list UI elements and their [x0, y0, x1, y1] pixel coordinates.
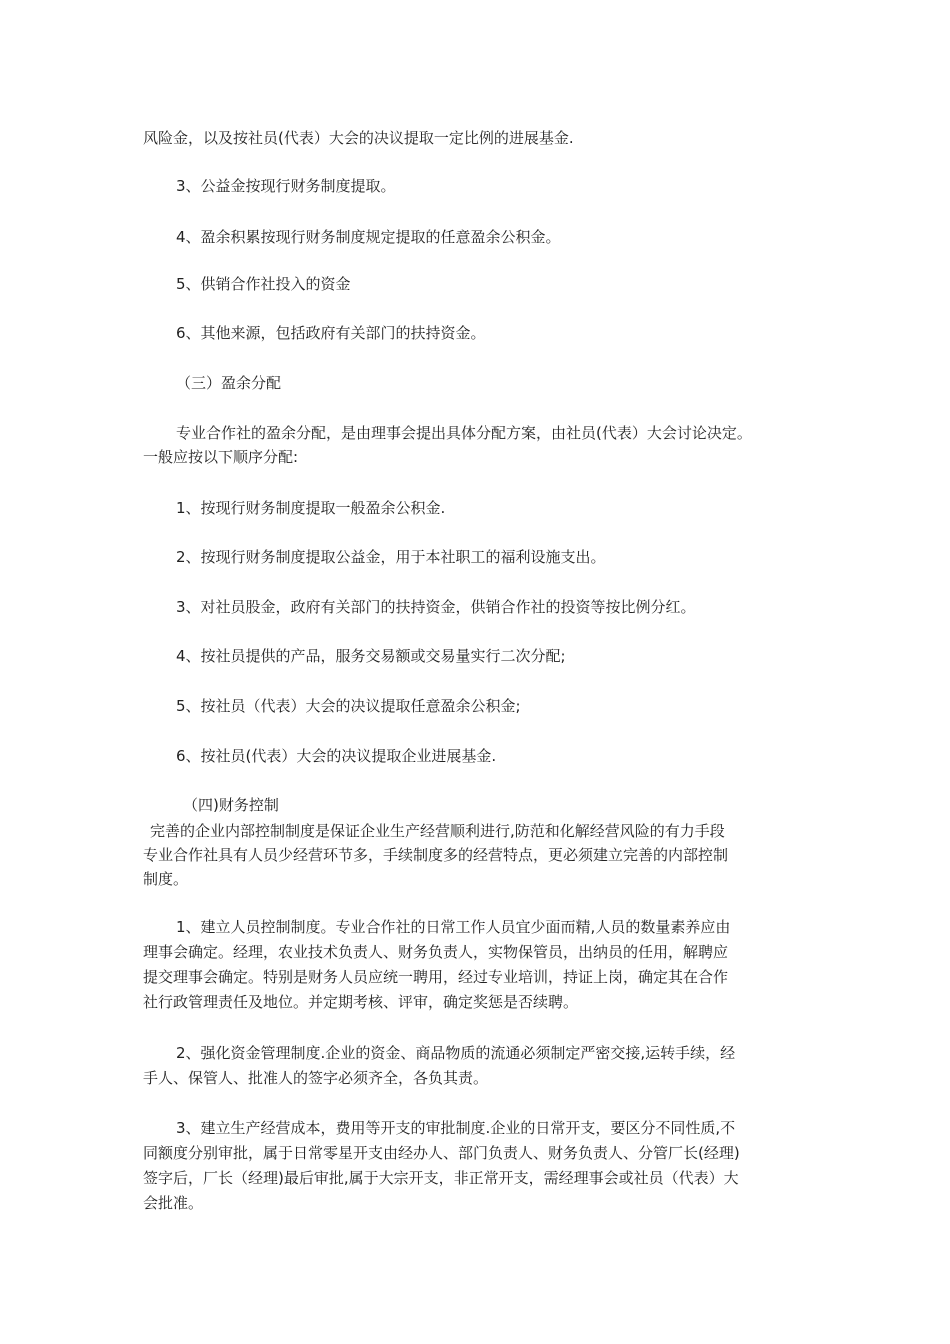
- paragraph-line: 2、强化资金管理制度.企业的资金、商品物质的流通必须制定严密交接,运转手续，经: [176, 1044, 736, 1062]
- paragraph-line: 完善的企业内部控制制度是保证企业生产经营顺利进行,防范和化解经营风险的有力手段: [150, 822, 725, 840]
- list-item: 3、对社员股金，政府有关部门的扶持资金，供销合作社的投资等按比例分红。: [176, 598, 696, 616]
- list-item: 2、按现行财务制度提取公益金，用于本社职工的福利设施支出。: [176, 548, 606, 566]
- paragraph-line: 制度。: [143, 870, 189, 888]
- paragraph-line: 手人、保管人、批准人的签字必须齐全，各负其责。: [143, 1069, 489, 1087]
- paragraph-line: 风险金，以及按社员(代表）大会的决议提取一定比例的进展基金.: [143, 129, 574, 147]
- paragraph-line: 专业合作社具有人员少经营环节多，手续制度多的经营特点，更必须建立完善的内部控制: [143, 846, 729, 864]
- list-item: 3、公益金按现行财务制度提取。: [176, 177, 396, 195]
- list-item: 4、按社员提供的产品，服务交易额或交易量实行二次分配;: [176, 647, 566, 665]
- paragraph-line: 提交理事会确定。特别是财务人员应统一聘用，经过专业培训，持证上岗，确定其在合作: [143, 968, 729, 986]
- paragraph-line: 1、建立人员控制制度。专业合作社的日常工作人员宜少面而精,人员的数量素养应由: [176, 918, 731, 936]
- paragraph-line: 专业合作社的盈余分配，是由理事会提出具体分配方案，由社员(代表）大会讨论决定。: [176, 424, 752, 442]
- section-heading: （四)财务控制: [183, 796, 279, 814]
- list-item: 5、按社员（代表）大会的决议提取任意盈余公积金;: [176, 697, 521, 715]
- list-item: 1、按现行财务制度提取一般盈余公积金.: [176, 499, 446, 517]
- section-heading: （三）盈余分配: [176, 374, 282, 392]
- paragraph-line: 3、建立生产经营成本，费用等开支的审批制度.企业的日常开支，要区分不同性质,不: [176, 1119, 736, 1137]
- paragraph-line: 理事会确定。经理，农业技术负责人、财务负责人，实物保管员，出纳员的任用，解聘应: [143, 943, 729, 961]
- paragraph-line: 社行政管理责任及地位。并定期考核、评审，确定奖惩是否续聘。: [143, 993, 579, 1011]
- paragraph-line: 会批准。: [143, 1194, 204, 1212]
- list-item: 4、盈余积累按现行财务制度规定提取的任意盈余公积金。: [176, 228, 561, 246]
- paragraph-line: 一般应按以下顺序分配:: [143, 448, 299, 466]
- paragraph-line: 签字后，厂长（经理)最后审批,属于大宗开支，非正常开支，需经理事会或社员（代表）大: [143, 1169, 739, 1187]
- paragraph-line: 同额度分别审批，属于日常零星开支由经办人、部门负责人、财务负责人、分管厂长(经理): [143, 1144, 740, 1162]
- list-item: 6、按社员(代表）大会的决议提取企业进展基金.: [176, 747, 497, 765]
- list-item: 5、供销合作社投入的资金: [176, 275, 351, 293]
- list-item: 6、其他来源，包括政府有关部门的扶持资金。: [176, 324, 486, 342]
